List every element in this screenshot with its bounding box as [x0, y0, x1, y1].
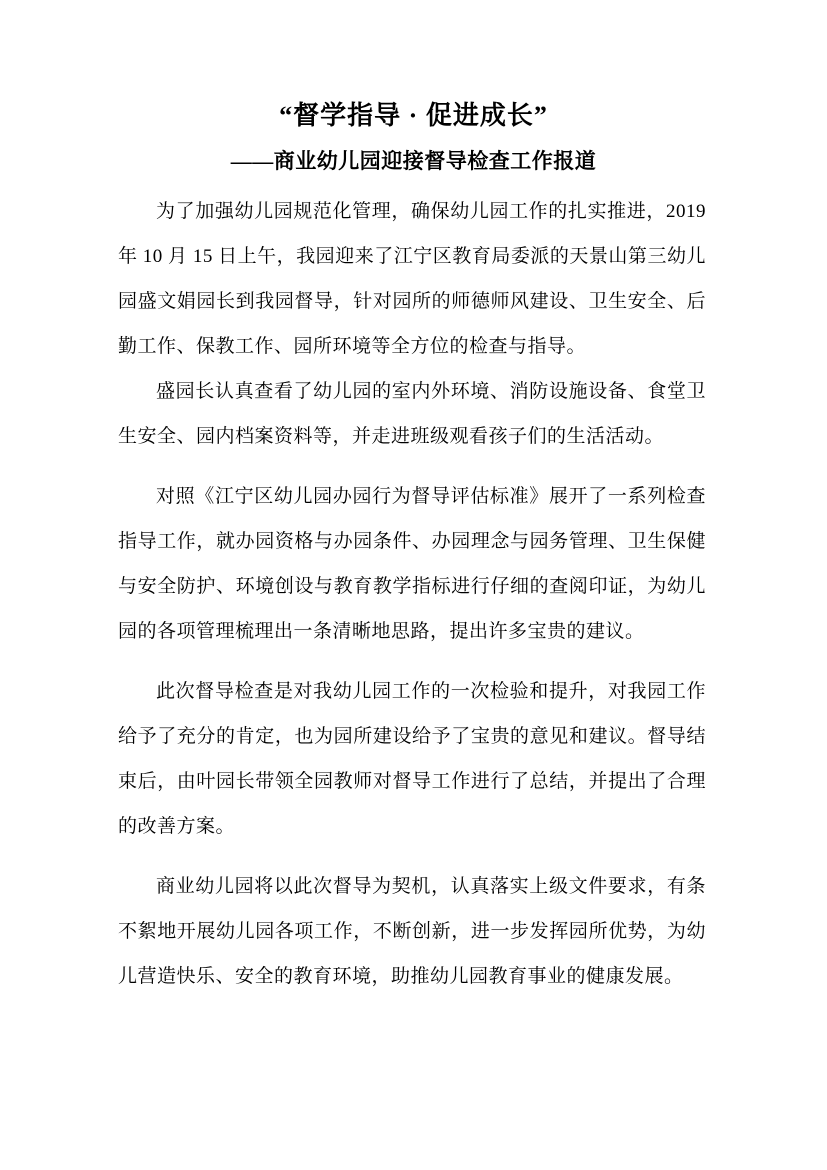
paragraph: 为了加强幼儿园规范化管理，确保幼儿园工作的扎实推进，2019 年 10 月 15 日上午，我园迎来了江宁区教育局委派的天景山第三幼儿园盛文娟园长到我园督导，针对园所的师德师风建设、卫生安全、后勤工作、保教工作、园所环境等全方位的检查与指导。	[118, 201, 706, 357]
paragraph: 此次督导检查是对我幼儿园工作的一次检验和提升，对我园工作给予了充分的肯定，也为园所建设给予了宝贵的意见和建议。督导结束后，由叶园长带领全园教师对督导工作进行了总结，并提出了合理的改善方案。	[118, 681, 706, 837]
paragraph: 盛园长认真查看了幼儿园的室内外环境、消防设施设备、食堂卫生安全、园内档案资料等，并走进班级观看孩子们的生活活动。	[118, 381, 706, 447]
document-title: “督学指导 · 促进成长”	[279, 101, 548, 130]
paragraph: 商业幼儿园将以此次督导为契机，认真落实上级文件要求，有条不絮地开展幼儿园各项工作，不断创新，进一步发挥园所优势，为幼儿营造快乐、安全的教育环境，助推幼儿园教育事业的健康发展。	[118, 876, 706, 987]
document-body	[118, 189, 706, 999]
paragraph: 对照《江宁区幼儿园办园行为督导评估标准》展开了一系列检查指导工作，就办园资格与办园条件、办园理念与园务管理、卫生保健与安全防护、环境创设与教育教学指标进行仔细的查阅印证，为幼儿园的各项管理梳理出一条清晰地思路，提出许多宝贵的建议。	[118, 486, 706, 642]
document-subtitle: ——商业幼儿园迎接督导检查工作报道	[230, 149, 597, 173]
